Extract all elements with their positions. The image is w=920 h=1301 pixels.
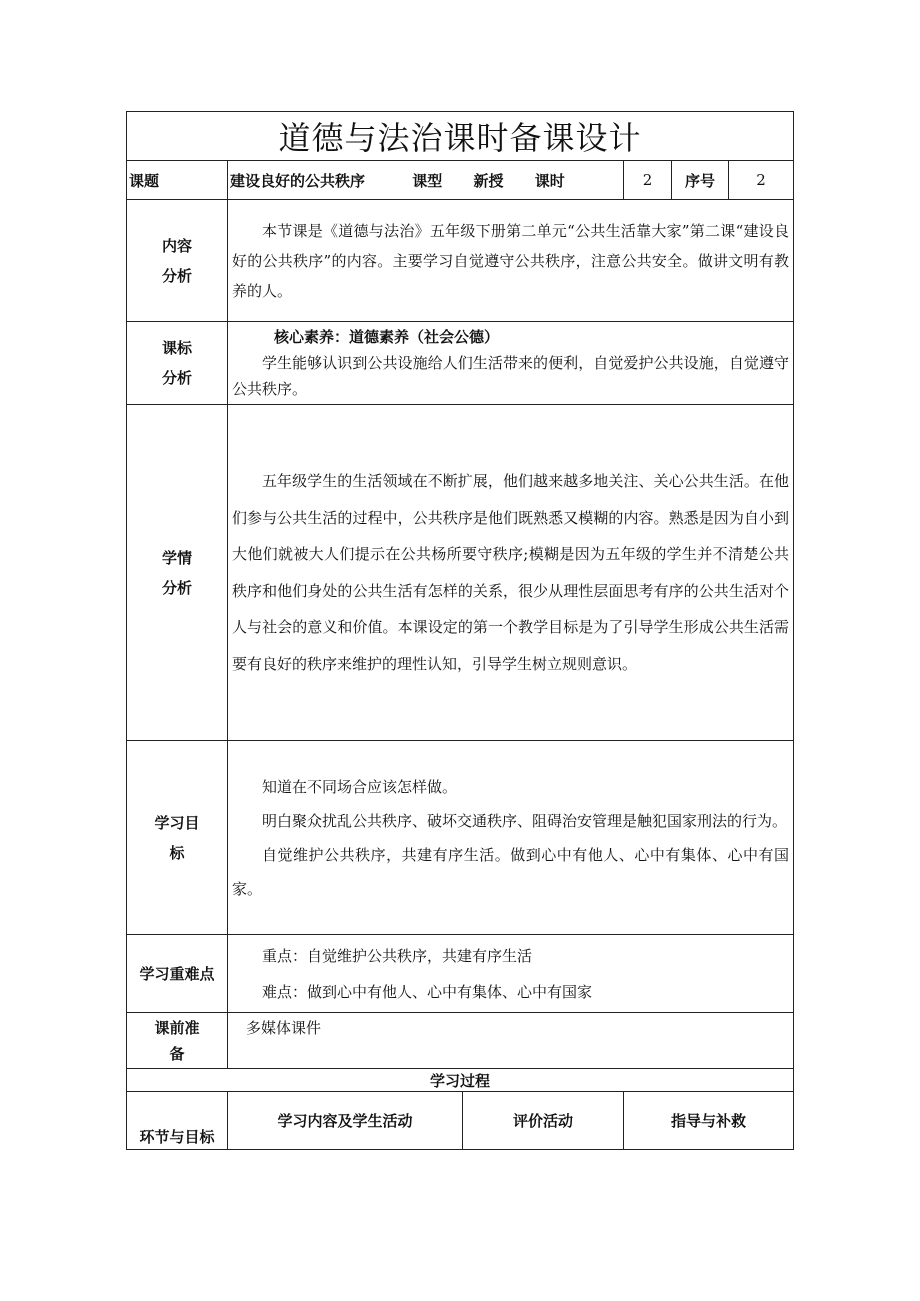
- core-literacy-heading: 核心素养：道德素养（社会公德）: [274, 328, 500, 346]
- hours-label: 课时: [534, 171, 565, 190]
- key-points-cell: [228, 935, 794, 1013]
- focus-point: 重点：自觉维护公共秩序，共建有序生活: [262, 946, 533, 965]
- document-title: 道德与法治课时备课设计: [127, 112, 794, 161]
- student-analysis-label: 学情 分析: [127, 405, 228, 741]
- goal-item: 明白聚众扰乱公共秩序、破坏交通秩序、阻碍治安管理是触犯国家刑法的行为。: [262, 811, 788, 830]
- process-title: 学习过程: [127, 1069, 794, 1092]
- goal-item: 自觉维护公共秩序，共建有序生活。做到心中有他人、心中有集体、心中有国家。: [232, 845, 790, 898]
- preparation-label: 课前准 备: [127, 1013, 228, 1069]
- process-col-stage: 环节与目标: [127, 1092, 228, 1150]
- learning-goals-label: 学习目 标: [127, 741, 228, 935]
- lesson-plan-document: [126, 111, 793, 1150]
- content-analysis-text: 本节课是《道德与法治》五年级下册第二单元“公共生活靠大家”第二课“建设良好的公共秩序”的内容。主要学习自觉遵守公共秩序，注意公共安全。做讲文明有教养的人。: [228, 200, 794, 322]
- lesson-plan-table: [126, 111, 794, 1150]
- process-col-evaluation: 评价活动: [463, 1092, 624, 1150]
- topic-value: 建设良好的公共秩序: [230, 171, 366, 190]
- seq-value: 2: [729, 161, 794, 200]
- goal-item: 知道在不同场合应该怎样做。: [262, 777, 458, 796]
- content-analysis-label: 内容 分析: [127, 200, 228, 322]
- hours-value: 2: [624, 161, 672, 200]
- type-value: 新授: [473, 171, 504, 190]
- process-col-guidance: 指导与补救: [624, 1092, 794, 1150]
- preparation-text: 多媒体课件: [228, 1013, 794, 1069]
- student-analysis-text: 五年级学生的生活领域在不断扩展，他们越来越多地关注、关心公共生活。在他们参与公共生活的过程中，公共秩序是他们既熟悉又模糊的内容。熟悉是因为自小到大他们就被大人们提示在公共杨所要守秩序;模糊是因为五年级的学生并不清楚公共秩序和他们身处的公共生活有怎样的关系，很少从理性层面思考有序的公共生活对个人与社会的意义和价值。本课设定的第一个教学目标是为了引导学生形成公共生活需要有良好的秩序来维护的理性认知，引导学生树立规则意识。: [228, 405, 794, 741]
- seq-label: 序号: [672, 161, 729, 200]
- standard-analysis-label: 课标 分析: [127, 322, 228, 405]
- key-points-label: 学习重难点: [127, 935, 228, 1013]
- process-col-content: 学习内容及学生活动: [228, 1092, 463, 1150]
- standard-analysis-cell: [228, 322, 794, 405]
- topic-label: 课题: [127, 161, 228, 200]
- learning-goals-cell: [228, 741, 794, 935]
- standard-analysis-text: 学生能够认识到公共设施给人们生活带来的便利，自觉爱护公共设施，自觉遵守公共秩序。: [232, 354, 790, 398]
- difficulty-point: 难点：做到心中有他人、心中有集体、心中有国家: [262, 982, 593, 1001]
- type-label: 课型: [412, 171, 443, 190]
- topic-cell: [228, 161, 624, 200]
